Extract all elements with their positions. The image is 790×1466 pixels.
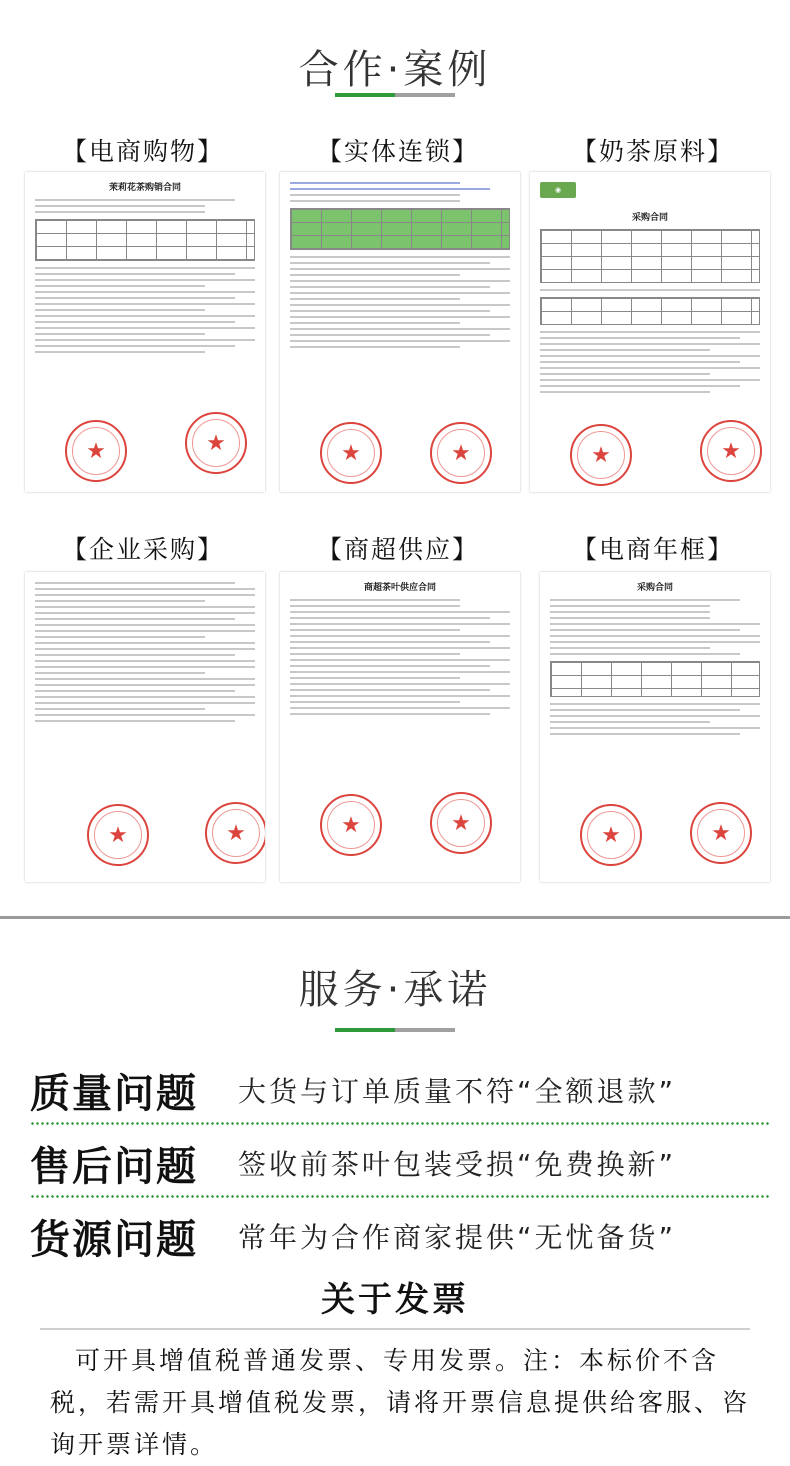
company-seal: ★ <box>205 802 265 864</box>
card-label-milk-tea: 【奶茶原料】 <box>571 137 734 166</box>
contract-image-supermarket <box>280 572 520 882</box>
contract-image-ecommerce <box>25 172 265 492</box>
dotted-divider <box>30 1195 770 1198</box>
card-label-annual-frame: 【电商年框】 <box>571 535 734 564</box>
service-title-underline <box>335 1028 455 1032</box>
card-label-ecommerce: 【电商购物】 <box>61 137 224 166</box>
company-seal: ★ <box>320 422 382 484</box>
promise-supply <box>30 1206 770 1266</box>
contract-title: 茉莉花茶购销合同 <box>108 183 181 193</box>
contract-title: 采购合同 <box>636 583 673 593</box>
card-label-retail-chain: 【实体连锁】 <box>316 137 479 166</box>
card-label-enterprise: 【企业采购】 <box>61 535 224 564</box>
contract-title: 商超茶叶供应合同 <box>363 583 436 593</box>
company-seal: ★ <box>430 422 492 484</box>
invoice-title: 关于发票 <box>321 1280 469 1320</box>
company-seal: ★ <box>690 802 752 864</box>
service-title: 服务·承诺 <box>298 967 492 1013</box>
company-seal: ★ <box>570 424 632 486</box>
contract-image-enterprise <box>25 572 265 882</box>
company-seal: ★ <box>185 412 247 474</box>
cases-title: 合作·案例 <box>298 47 492 93</box>
invoice-title-divider <box>40 1328 750 1330</box>
company-seal: ★ <box>700 420 762 482</box>
contract-image-milk-tea <box>530 172 770 492</box>
promise-heading: 售后问题 <box>30 1143 198 1190</box>
promise-text: 大货与订单质量不符“全额退款” <box>238 1075 677 1108</box>
promise-heading: 货源问题 <box>30 1216 198 1263</box>
section-divider <box>0 916 790 919</box>
company-seal: ★ <box>430 792 492 854</box>
company-seal: ★ <box>580 804 642 866</box>
promise-text: 签收前茶叶包装受损“免费换新” <box>238 1148 677 1181</box>
promise-text: 常年为合作商家提供“无忧备货” <box>238 1221 677 1254</box>
contract-image-retail-chain <box>280 172 520 492</box>
company-seal: ★ <box>320 794 382 856</box>
contract-image-annual-frame <box>540 572 770 882</box>
promise-after-sales <box>30 1133 770 1193</box>
contract-title: 采购合同 <box>631 213 668 223</box>
promise-heading: 质量问题 <box>30 1070 198 1117</box>
card-label-supermarket: 【商超供应】 <box>316 535 479 564</box>
dotted-divider <box>30 1122 770 1125</box>
promise-quality <box>30 1060 770 1120</box>
supplier-logo: ◉ <box>540 182 576 198</box>
company-seal: ★ <box>87 804 149 866</box>
company-seal: ★ <box>65 420 127 482</box>
cases-title-underline <box>335 93 455 97</box>
invoice-description: 可开具增值税普通发票、专用发票。注：本标价不含税，若需开具增值税发票，请将开票信息提供给客服、咨询开票详情。 <box>50 1346 751 1459</box>
